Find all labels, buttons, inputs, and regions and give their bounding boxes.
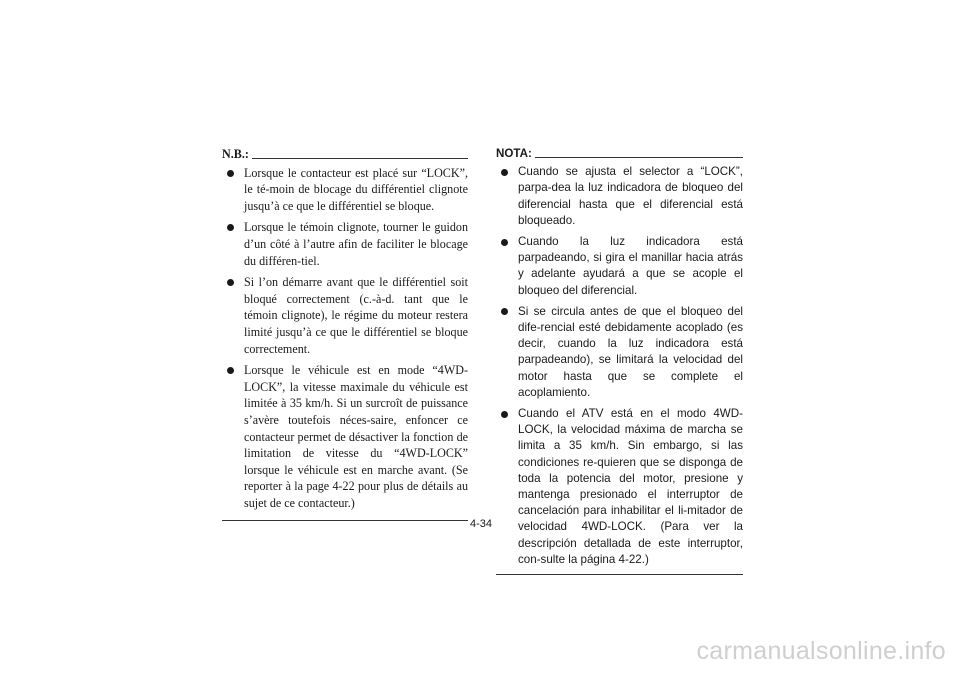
spanish-note-label: NOTA: xyxy=(496,147,532,160)
spanish-note-item xyxy=(496,234,743,299)
french-note-item-text: Si l’on démarre avant que le différentiel soit bloqué correctement (c.-à-d. tant que le témoin clignote), le régime du moteur restera limité jusqu’à ce que le différentiel se bloque correctement. xyxy=(244,275,468,356)
french-note-section xyxy=(222,146,468,521)
spanish-note-section xyxy=(496,146,743,575)
spanish-note-item-text: Cuando se ajusta el selector a “LOCK”, parpa-dea la luz indicadora de bloqueo del diferencial hasta que el diferencial está bloqueado. xyxy=(518,165,743,227)
french-note-item-text: Lorsque le témoin clignote, tourner le guidon d’un côté à l’autre afin de faciliter le blocage du différen-tiel. xyxy=(244,220,468,268)
french-note-item xyxy=(222,362,468,511)
spanish-note-item-text: Cuando el ATV está en el modo 4WD-LOCK, la velocidad máxima de marcha se limita a 35 km/h. Sin embargo, si las condiciones re-quieren que se disponga de toda la potencia del motor, presione y mantenga presionado el interruptor de cancelación para inhabilitar el li-mitador de velocidad 4WD-LOCK. (Para ver la descripción detallada de este interruptor, con-sulte la página 4-22.) xyxy=(518,407,743,566)
bullet-icon xyxy=(501,169,508,176)
french-note-item xyxy=(222,274,468,357)
spanish-note-list xyxy=(496,164,743,568)
spanish-note-item xyxy=(496,164,743,229)
french-note-item xyxy=(222,219,468,269)
bullet-icon xyxy=(227,224,234,231)
spanish-note-item xyxy=(496,406,743,568)
bullet-icon xyxy=(227,367,234,374)
french-note-label: N.B.: xyxy=(222,147,249,161)
spanish-note-header xyxy=(496,146,743,162)
bullet-icon xyxy=(501,239,508,246)
french-note-item-text: Lorsque le véhicule est en mode “4WD-LOCK”, la vitesse maximale du véhicule est limitée à 35 km/h. Si un surcroît de puissance s’avère toutefois néces-saire, enfoncer ce contacteur permet de désactiver la fonction de limitation de vitesse du “4WD-LOCK” lorsque le véhicule est en marche avant. (Se reporter à la page 4-22 pour plus de détails au sujet de ce contacteur.) xyxy=(244,363,468,510)
spanish-note-item-text: Si se circula antes de que el bloqueo del dife-rencial esté debidamente acoplado (es decir, cuando la luz indicadora está parpadeando), se limitará la velocidad del motor hasta que se complete el acoplamiento. xyxy=(518,304,743,399)
spanish-note-end-rule xyxy=(496,574,743,575)
page-number: 4-34 xyxy=(470,518,493,530)
french-note-header-rule xyxy=(252,158,468,159)
bullet-icon xyxy=(227,279,234,286)
french-note-item-text: Lorsque le contacteur est placé sur “LOCK”, le té-moin de blocage du différentiel clignote jusqu’à ce que le différentiel se bloque. xyxy=(244,165,468,213)
spanish-note-header-rule xyxy=(535,157,743,158)
french-note-item xyxy=(222,165,468,215)
watermark-text: carmanualsonline.info xyxy=(696,637,946,665)
spanish-note-item xyxy=(496,304,743,401)
bullet-icon xyxy=(227,170,234,177)
french-note-header xyxy=(222,146,468,163)
bullet-icon xyxy=(501,308,508,315)
french-note-list xyxy=(222,165,468,512)
bullet-icon xyxy=(501,411,508,418)
french-note-end-rule xyxy=(222,520,468,521)
spanish-note-item-text: Cuando la luz indicadora está parpadeando, si gira el manillar hacia atrás y adelante ayudará a que se acople el bloqueo del diferencial. xyxy=(518,235,743,297)
